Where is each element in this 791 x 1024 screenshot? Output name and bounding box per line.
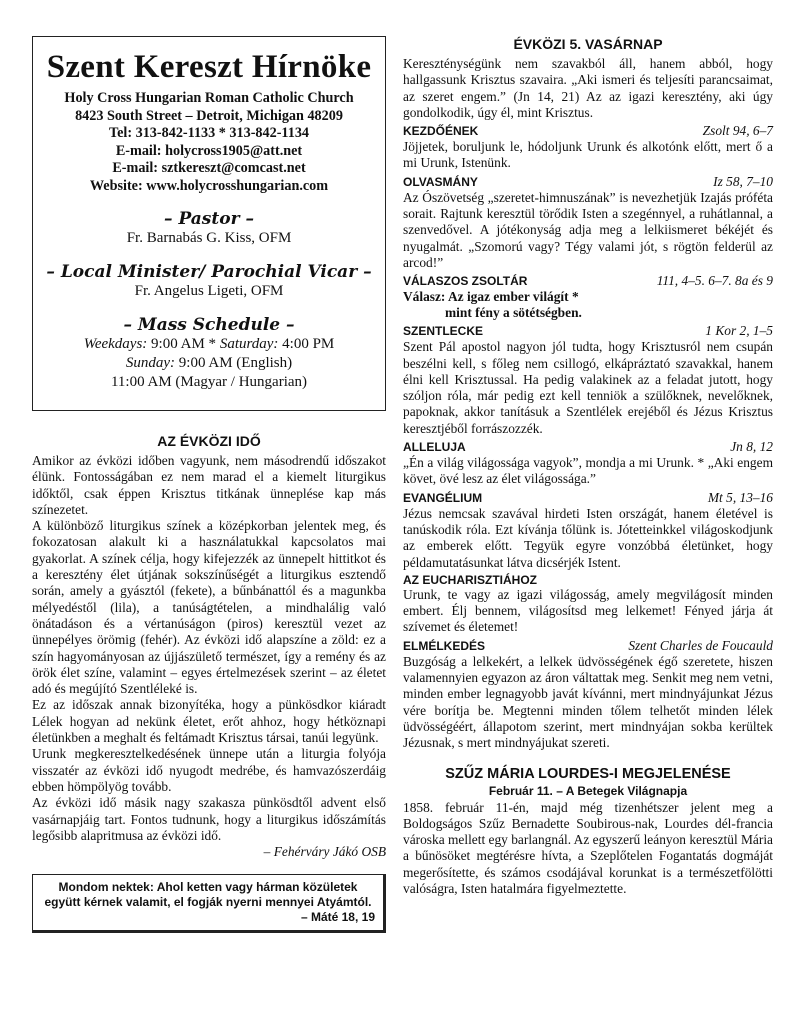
vicar-label: – Local Minister/ Parochial Vicar – bbox=[46, 262, 372, 282]
szentlecke-header bbox=[403, 323, 773, 339]
quote-reference: – Máté 18, 19 bbox=[300, 910, 375, 925]
paragraph: Urunk megkeresztelkedésének ünnepe után a liturgia folyója visszatér az évközi idő nyugodt medrébe, és hamvazószerdáig ebben hömpölyög tovább. bbox=[32, 746, 386, 794]
zsoltar-header bbox=[403, 273, 773, 289]
kezdoenek-text: Jöjjetek, boruljunk le, hódoljunk Urunk és alkotónk előtt, mert ő a mi Urunk, Istenünk. bbox=[403, 139, 773, 171]
lourdes-title: SZŰZ MÁRIA LOURDES-I MEGJELENÉSE bbox=[445, 765, 731, 782]
elmelkedes-label: ELMÉLKEDÉS bbox=[403, 638, 486, 653]
evangelium-header bbox=[403, 490, 773, 506]
sunday-time: 9:00 AM (English) bbox=[178, 355, 293, 371]
evkozi5-intro: Kereszténységünk nem szavakból áll, hanem abból, hogy hallgassunk Krisztus szavaira. „Aki ismeri és teljesíti parancsaimat, az szeret engem.” (Jn 14, 21) Az az igazi keresztény, aki úgy gondolkodik, úgy él, mint Krisztus. bbox=[403, 56, 773, 120]
evkozi-ido-section bbox=[32, 433, 386, 860]
paragraph: Az évközi idő másik nagy szakasza pünkösdtől advent első vasárnapjáig tart. Fontos tudnunk, hogy a liturgikus időszámítás legősibb alapritmusa az évközi idő. bbox=[32, 795, 386, 843]
kezdoenek-ref: Zsolt 94, 6–7 bbox=[702, 123, 773, 139]
eucharisztia-text: Urunk, te vagy az igazi világosság, amely megvilágosít minden embert. Élj bennem, világosítsd meg lelkemet! Fényed járja át szívemet és életemet! bbox=[403, 586, 773, 635]
left-column bbox=[32, 36, 386, 933]
kezdoenek-header bbox=[403, 123, 773, 139]
paragraph: A különböző liturgikus színek a középkorban jelentek meg, és fokozatosan alakult ki a használatukkal kapcsolatos mai gyakorlat. A színek célja, hogy kifejezzék az ünnepelt hittitkot és a keresztény élet útjának sokszínűségét a liturgikus esztendő során, amely a gyásztól (fekete), a bűnbánattól és a magunkba mélyedéstől (lila), a tanúságtételen, a mindhalálig való önátadáson és a vértanúságon (piros) keresztül vezet az ünnepélyes örömig (fehér). Az évközi idő alapszíne a zöld: ez a szín hagyományosan az újjászülető természet, így a remény és az örök élet színe, valamint – egyes értelmezések szerint – az életet adó és megújító Szentléleké is. bbox=[32, 518, 386, 697]
eucharisztia-header bbox=[403, 573, 773, 587]
szentlecke-ref: 1 Kor 2, 1–5 bbox=[705, 323, 773, 339]
kezdoenek-label: KEZDŐÉNEK bbox=[403, 124, 479, 139]
zsoltar-response-2: mint fény a sötétségben. bbox=[445, 305, 582, 321]
alleluja-label: ALLELUJA bbox=[403, 440, 466, 455]
evkozi-ido-body bbox=[32, 453, 386, 844]
alleluja-text: „Én a világ világossága vagyok”, mondja a mi Urunk. * „Aki engem követ, övé lesz az élet világossága.” bbox=[403, 455, 773, 487]
lourdes-text: 1858. február 11-én, majd még tizenhétszer jelent meg a Boldogságos Szűz Bernadette Soubirous-nak, Lourdes dél-francia városka mellett egy barlangnál. Az egyszerű leányon keresztül Mária a bűnösöket megtérésre hívta, a Szeplőtelen Fogantatás dogmáját megerősítette, és számos csodájával korunkat is a természetfölötti valóságra, Isten hatalmára figyelmeztette. bbox=[403, 799, 773, 896]
evkozi-ido-title: AZ ÉVKÖZI IDŐ bbox=[157, 433, 261, 449]
masthead-box bbox=[32, 36, 386, 411]
eucharisztia-label: AZ EUCHARISZTIÁHOZ bbox=[403, 572, 537, 587]
paragraph: Ez az időszak annak bizonyítéka, hogy a pünkösdkor kiáradt Lélek hogyan ad nekünk életet, erőt ahhoz, hogy hétköznapi életünkben a meghalt és feltámadt Krisztus társai, tanúi legyünk. bbox=[32, 697, 386, 746]
evkozi-ido-signature: – Fehérváry Jákó OSB bbox=[263, 844, 386, 860]
olvasmany-ref: Iz 58, 7–10 bbox=[713, 173, 773, 189]
right-column bbox=[403, 36, 773, 897]
alleluja-ref: Jn 8, 12 bbox=[730, 439, 773, 455]
mass-sunday bbox=[41, 354, 377, 373]
church-phone: Tel: 313-842-1133 * 313-842-1134 bbox=[108, 125, 310, 141]
weekdays-time: 9:00 AM * bbox=[151, 336, 217, 352]
vicar-name: Fr. Angelus Ligeti, OFM bbox=[134, 283, 284, 299]
lourdes-subtitle: Február 11. – A Betegek Világnapja bbox=[488, 783, 688, 798]
olvasmany-text: Az Ószövetség „szeretet-himnuszának” is nevezhetjük Izajás próféta sorait. Rajtunk keresztül törődik Isten a szegénnyel, a ruhátlannal, a szenvedővel. A jótékonyság adja meg a lelkiismeret békéjét és nyugalmát. „Szomorú vagy? Tégy valami jót, s rögtön felderül az arcod!” bbox=[403, 189, 773, 270]
paragraph: Amikor az évközi időben vagyunk, nem másodrendű időszakot élünk. Fontosságában ez nem marad el a kiemelt liturgikus időktől, csak éppen Krisztus titkának ünneplése kap más színezetet. bbox=[32, 453, 386, 517]
evangelium-label: EVANGÉLIUM bbox=[403, 490, 483, 505]
pastor-name: Fr. Barnabás G. Kiss, OFM bbox=[126, 230, 292, 246]
church-website: Website: www.holycrosshungarian.com bbox=[89, 177, 329, 194]
church-address: 8423 South Street – Detroit, Michigan 48209 bbox=[75, 107, 343, 124]
zsoltar-label: VÁLASZOS ZSOLTÁR bbox=[403, 274, 528, 289]
saturday-label: Saturday: bbox=[219, 336, 279, 352]
mass-weekdays bbox=[41, 335, 377, 354]
church-name: Holy Cross Hungarian Roman Catholic Church bbox=[64, 90, 354, 106]
zsoltar-response-1: Válasz: Az igaz ember világít * bbox=[403, 289, 579, 305]
szentlecke-text: Szent Pál apostol nagyon jól tudta, hogy Krisztusról nem csupán beszélni kell, s főleg nem csillogó, elkápráztató szavakkal, hanem élni kell Krisztussal. Ha pedig valakinek az a feladat jutott, hogy szóljon róla, már pedig ezt kell tenniök a szülőknek, nevelőknek, papoknak, akkor tanításuk a Szentlélek erejéből és Jézus Krisztus keresztjéből forrászozzék. bbox=[403, 339, 773, 436]
evkozi5-title: ÉVKÖZI 5. VASÁRNAP bbox=[513, 36, 663, 52]
szentlecke-label: SZENTLECKE bbox=[403, 324, 484, 339]
mass-sunday-hungarian: 11:00 AM (Magyar / Hungarian) bbox=[110, 374, 308, 390]
mass-schedule-label: – Mass Schedule – bbox=[123, 315, 295, 335]
sunday-label: Sunday: bbox=[125, 355, 176, 371]
weekdays-label: Weekdays: bbox=[83, 336, 148, 352]
zsoltar-ref: 111, 4–5. 6–7. 8a és 9 bbox=[656, 273, 773, 289]
saturday-time: 4:00 PM bbox=[282, 336, 335, 352]
alleluja-header bbox=[403, 439, 773, 455]
church-email-2: E-mail: sztkereszt@comcast.net bbox=[112, 160, 306, 176]
quote-text: Mondom nektek: Ahol ketten vagy hárman közületek együtt kérnek valamit, el fogják nyerni mennyei Atyámtól. bbox=[44, 880, 372, 910]
elmelkedes-header bbox=[403, 638, 773, 654]
elmelkedes-ref: Szent Charles de Foucauld bbox=[628, 637, 773, 653]
olvasmany-header bbox=[403, 174, 773, 190]
scripture-quote-box bbox=[32, 874, 386, 933]
church-email-1: E-mail: holycross1905@att.net bbox=[115, 142, 303, 159]
evangelium-text: Jézus nemcsak szavával hirdeti Isten országát, hanem életével is tanúskodik róla. Ezt kívánja tőlünk is. Jótetteinkkel világoskodjunk az emberek előtt. Tegyük egyre vonzóbbá életünket, hogy példamutatásunkat látva dicsérjék Istent. bbox=[403, 505, 773, 570]
elmelkedes-text: Buzgóság a lelkekért, a lelkek üdvösségének égő szeretete, hiszen valamennyien egyazon az áron váltattak meg. Senkit meg nem vetni, minden ember legnagyobb javát kívánni, mert mindnyájunkat Jézus vére borítja be. Megtenni minden tőlem telhetőt minden lélek üdvösségéért, állapotom szerint, mert mindnyájan sokba kerültek Jézusnak, s mert mindnyájukat szereti. bbox=[403, 653, 773, 751]
evangelium-ref: Mt 5, 13–16 bbox=[707, 489, 773, 505]
olvasmany-label: OLVASMÁNY bbox=[403, 174, 478, 189]
pastor-label: – Pastor – bbox=[164, 209, 254, 229]
masthead-title: Szent Kereszt Hírnöke bbox=[46, 49, 372, 85]
